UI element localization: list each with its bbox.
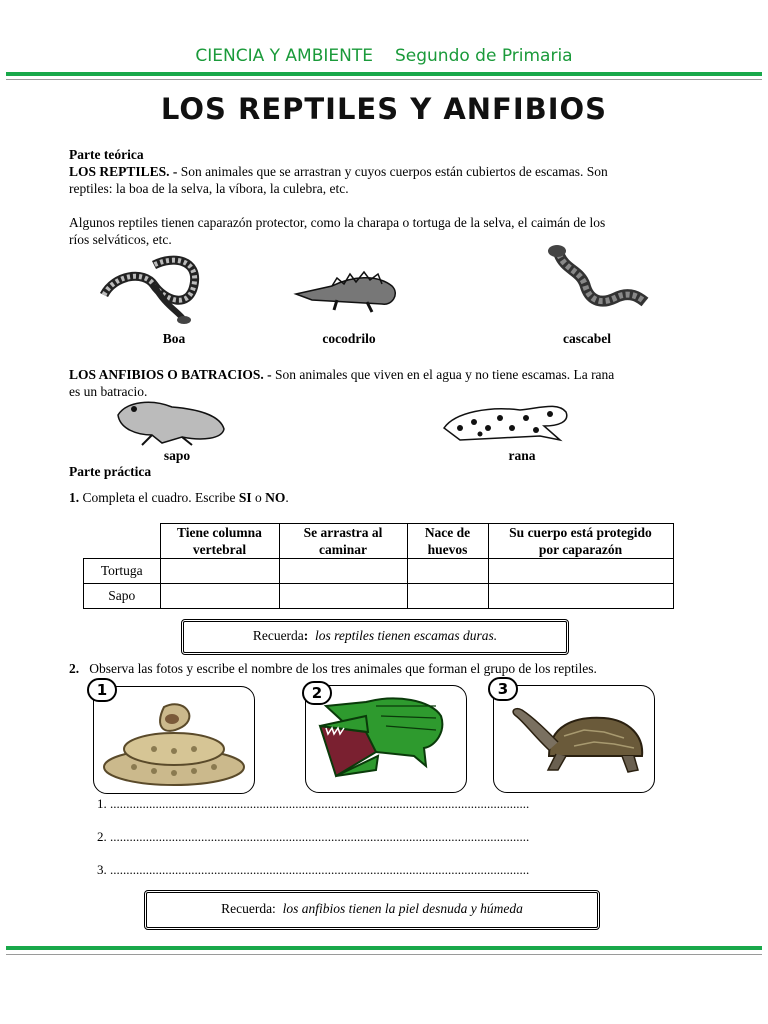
q1-number: 1. [69,490,80,505]
rattlesnake-photo [94,687,254,793]
photo-number-1: 1 [87,678,117,702]
row-label-tortuga: Tortuga [84,559,161,584]
rattlesnake-illustration [545,240,655,315]
photo-frame-1 [93,686,255,794]
header-rule-thin [6,79,762,80]
reminder-label: Recuerda [252,628,304,643]
reptiles-line2: reptiles: la boa de la selva, la víbora, la culebra, etc. [69,181,349,196]
q1-end: . [285,490,289,505]
reminder-label: Recuerda: [221,901,276,916]
amphibians-term: LOS ANFIBIOS O BATRACIOS. - [69,367,272,382]
header-rule [6,72,762,76]
boa-illustration [94,250,214,325]
table-header-row [84,524,674,559]
caption-cascabel: cascabel [563,331,611,346]
amphibians-line1 [69,366,699,383]
column-header-line1: Nace de [424,525,471,540]
theory-section [69,146,699,197]
caption-sapo: sapo [163,448,191,463]
reptiles-line1: Son animales que se arrastran y cuyos cuerpos están cubiertos de escamas. Son [177,164,608,179]
reminder-box-amphibians [144,890,600,930]
table-row [84,559,674,584]
footer-rule-thin [6,954,762,955]
answer-cell[interactable] [407,559,488,584]
answer-cell[interactable] [407,584,488,609]
shell-line1: Algunos reptiles tienen caparazón protector, como la charapa o tortuga de la selva, el caimán de los [69,215,606,230]
photo-number-2: 2 [302,681,332,705]
reptiles-definition [69,163,699,180]
column-header-line1: Su cuerpo está protegido [509,525,652,540]
row-label-sapo: Sapo [84,584,161,609]
table-row [84,584,674,609]
reptiles-term: LOS REPTILES. - [69,164,178,179]
q1-no: NO [265,490,286,505]
toad-illustration [112,395,230,447]
answer-line-3[interactable]: 3. ................................................................................................................................. [97,862,530,877]
column-header [279,524,407,559]
classification-table [83,523,674,609]
subject-label: CIENCIA Y AMBIENTE [195,46,373,66]
frog-illustration [440,398,575,448]
reminder-box-reptiles [181,619,569,655]
reminder-colon: : [303,628,309,643]
caption-boa: Boa [162,331,186,346]
answer-cell[interactable] [488,559,673,584]
answer-cell[interactable] [160,559,279,584]
column-header [488,524,673,559]
question-1 [69,490,289,506]
answer-cell[interactable] [160,584,279,609]
answer-cell[interactable] [488,584,673,609]
crocodile-photo [306,686,466,792]
caption-cocodrilo: cocodrilo [322,331,376,346]
photo-frame-2 [305,685,467,793]
answer-line-2[interactable]: 2. ................................................................................................................................. [97,829,530,844]
practice-heading: Parte práctica [69,464,152,479]
column-header-line1: Se arrastra al [303,525,383,540]
amphibians-line2: es un batracio. [69,384,148,399]
q2-number: 2. [69,661,80,676]
q1-yes: SI [238,490,252,505]
tortoise-photo [494,686,654,792]
q1-or: o [251,490,266,505]
column-header [407,524,488,559]
column-header-line2: caminar [319,542,367,557]
amphibians-text: Son animales que viven en el agua y no tiene escamas. La rana [271,367,615,382]
answer-cell[interactable] [279,559,407,584]
caption-rana: rana [508,448,536,463]
reminder-text: los reptiles tienen escamas duras. [315,628,498,643]
reminder-text: los anfibios tienen la piel desnuda y húmeda [282,901,523,916]
photo-frame-3 [493,685,655,793]
column-header-line2: por caparazón [538,542,623,557]
column-header-line1: Tiene columna [177,525,262,540]
question-2 [69,661,709,677]
theory-heading: Parte teórica [69,147,144,162]
column-header-line2: huevos [427,542,468,557]
page-header [0,46,768,66]
page-title: LOS REPTILES Y ANFIBIOS [160,92,608,126]
footer-rule [6,946,762,950]
grade-label: Segundo de Primaria [394,46,573,66]
column-header [160,524,279,559]
shell-line2: ríos selváticos, etc. [69,232,172,247]
q1-text: Completa el cuadro. Escribe [79,490,239,505]
answer-line-1[interactable]: 1. ................................................................................................................................. [97,796,530,811]
photo-number-3: 3 [488,677,518,701]
q2-text: Observa las fotos y escribe el nombre de los tres animales que forman el grupo de los reptiles. [89,661,597,676]
answer-cell[interactable] [279,584,407,609]
crocodile-illustration [292,256,402,316]
table-corner [84,524,161,559]
column-header-line2: vertebral [192,542,247,557]
